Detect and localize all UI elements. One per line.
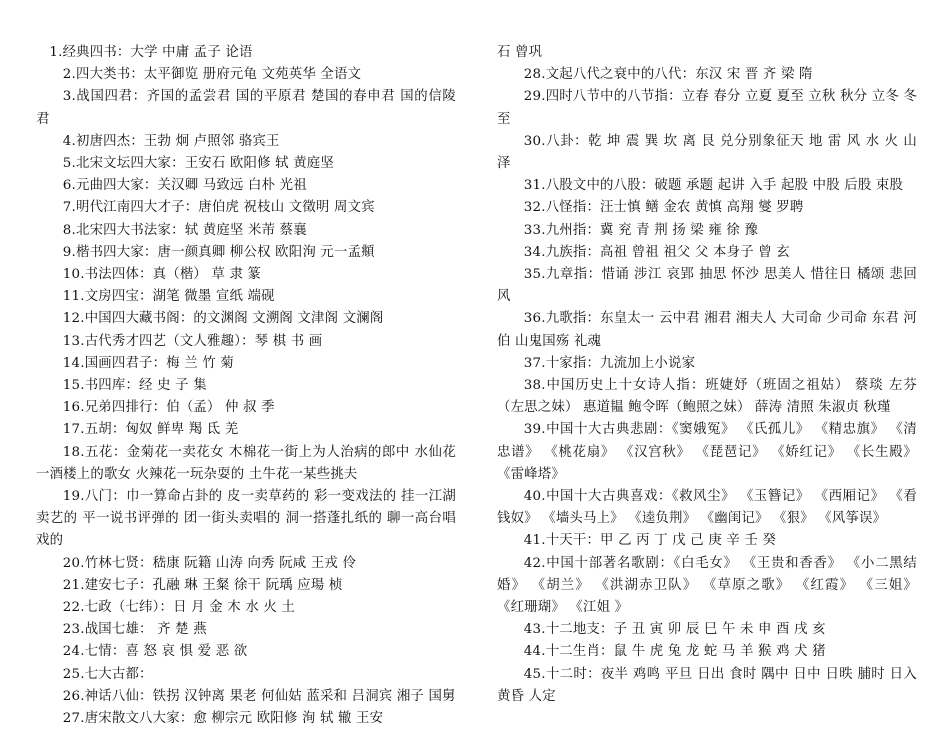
list-item: 4.初唐四杰：王勃 炯 卢照邻 骆宾王 <box>62 133 280 149</box>
list-item: 25.七大古都： <box>62 666 153 682</box>
list-item: 2.四大类书：太平御览 册府元龟 文苑英华 全语文 <box>62 67 362 83</box>
list-item: 3.战国四君：齐国的孟尝君 国的平原君 楚国的春申君 国的信陵君 <box>36 89 456 127</box>
list-item: 10.书法四体：真（楷） 草 隶 篆 <box>62 267 262 283</box>
list-item: 37.十家指：九流加上小说家 <box>523 355 696 371</box>
list-item: 6.元曲四大家：关汉卿 马致远 白朴 光祖 <box>62 178 307 194</box>
list-item: 44.十二生肖：鼠 牛 虎 兔 龙 蛇 马 羊 猴 鸡 犬 猪 <box>523 644 826 660</box>
list-item: 11.文房四宝：湖笔 微墨 宣纸 端砚 <box>62 289 275 305</box>
list-item: 42.中国十部著名歌剧：《白毛女》 《王贵和香香》 《小二黑结婚》 《胡兰》 《洪湖赤卫队》 《草原之歌》 《红霞》 《三姐》 《红珊瑚》 《江姐 》 <box>497 555 917 616</box>
list-item: 43.十二地支：子 丑 寅 卯 辰 巳 午 未 申 酉 戌 亥 <box>523 622 826 638</box>
list-item: 30.八卦：乾 坤 震 巽 坎 离 艮 兑分别象征天 地 雷 风 水 火 山 泽 <box>497 133 917 172</box>
list-item: 13.古代秀才四艺（文人雅趣）：琴 棋 书 画 <box>62 333 323 349</box>
list-item: 1.经典四书：大学 中庸 孟子 论语 <box>49 45 253 60</box>
list-item: 8.北宋四大书法家：轼 黄庭坚 米芾 蔡襄 <box>62 222 307 238</box>
list-item: 38.中国历史上十女诗人指：班婕妤（班固之祖姑） 蔡琰 左芬（左思之妹） 惠道韫 鲍令晖（鲍照之妹） 薛涛 清照 朱淑贞 秋瑾 <box>497 378 917 416</box>
list-item: 19.八门：巾一算命占卦的 皮一卖草药的 彩一变戏法的 挂一江湖卖艺的 平一说书评弹的 团一街头卖唱的 洞一搭蓬扎纸的 聊一高台唱戏的 <box>36 489 456 549</box>
list-item-continuation: 石 曾巩 <box>497 45 543 60</box>
list-item: 39.中国十大古典悲剧：《窦娥冤》 《氏孤儿》 《精忠旗》 《清忠谱》 《桃花扇》 《汉宫秋》 《琵琶记》 《娇红记》 《长生殿》 《雷峰塔》 <box>497 422 917 482</box>
list-item: 32.八怪指：汪士慎 鳝 金农 黄慎 高翔 燮 罗聘 <box>523 200 804 216</box>
list-item: 31.八股文中的八股：破题 承题 起讲 入手 起股 中股 后股 束股 <box>523 178 904 194</box>
list-item: 26.神话八仙：铁拐 汉钟离 果老 何仙姑 蓝采和 吕洞宾 湘子 国舅 <box>62 688 456 704</box>
list-item: 35.九章指：惜诵 涉江 哀郢 抽思 怀沙 思美人 惜往日 橘颂 悲回风 <box>497 267 917 305</box>
list-item: 7.明代江南四大才子：唐伯虎 祝枝山 文徵明 周文宾 <box>62 200 375 216</box>
list-item: 22.七政（七纬）：日 月 金 木 水 火 土 <box>62 600 295 616</box>
list-item: 24.七情：喜 怒 哀 惧 爱 恶 欲 <box>62 644 248 660</box>
list-item: 15.书四库：经 史 子 集 <box>62 378 207 394</box>
list-item: 9.楷书四大家：唐一颜真卿 柳公权 欧阳洵 元一孟頫 <box>62 244 375 260</box>
list-item: 5.北宋文坛四大家：王安石 欧阳修 轼 黄庭坚 <box>62 156 334 172</box>
list-item: 36.九歌指：东皇太一 云中君 湘君 湘夫人 大司命 少司命 东君 河伯 山鬼国殇 礼魂 <box>497 311 917 349</box>
list-item: 29.四时八节中的八节指：立春 春分 立夏 夏至 立秋 秋分 立冬 冬至 <box>497 89 917 127</box>
list-item: 41.十天干：甲 乙 丙 丁 戊 己 庚 辛 壬 癸 <box>523 533 777 549</box>
list-item: 17.五胡：匈奴 鲜卑 羯 氐 羌 <box>62 422 239 438</box>
list-item: 16.兄弟四排行：伯（孟） 仲 叔 季 <box>62 400 275 416</box>
right-column <box>497 42 917 708</box>
list-item: 18.五花：金菊花一卖花女 木棉花一街上为人治病的郎中 水仙花一酒楼上的歌女 火辣花一玩杂耍的 土牛花一某些挑夫 <box>36 444 456 482</box>
list-item: 12.中国四大藏书阁：的文渊阁 文溯阁 文津阁 文澜阁 <box>62 311 384 327</box>
list-item: 34.九族指：高祖 曾祖 祖父 父 本身子 曾 玄 <box>523 244 790 260</box>
list-item: 21.建安七子：孔融 琳 王粲 徐干 阮瑀 应瑒 桢 <box>62 577 343 593</box>
list-item: 33.九州指：冀 兖 青 荆 扬 梁 雍 徐 豫 <box>523 222 759 238</box>
list-item: 23.战国七雄： 齐 楚 燕 <box>62 622 207 638</box>
list-item: 14.国画四君子：梅 兰 竹 菊 <box>62 355 234 371</box>
left-column <box>36 42 456 730</box>
list-item: 27.唐宋散文八大家：愈 柳宗元 欧阳修 洵 轼 辙 王安 <box>62 711 384 727</box>
list-item: 28.文起八代之衰中的八代：东汉 宋 晋 齐 梁 隋 <box>523 67 813 83</box>
list-item: 20.竹林七贤：嵇康 阮籍 山涛 向秀 阮咸 王戎 伶 <box>62 555 357 571</box>
list-item: 40.中国十大古典喜戏：《救风尘》 《玉簪记》 《西厢记》 《看钱奴》 《墙头马上》 《逵负荆》 《幽闺记》 《狠》 《风筝误》 <box>497 489 917 527</box>
list-item: 45.十二时：夜半 鸡鸣 平旦 日出 食时 隅中 日中 日昳 脯时 日入 黄昏 人定 <box>497 666 917 704</box>
